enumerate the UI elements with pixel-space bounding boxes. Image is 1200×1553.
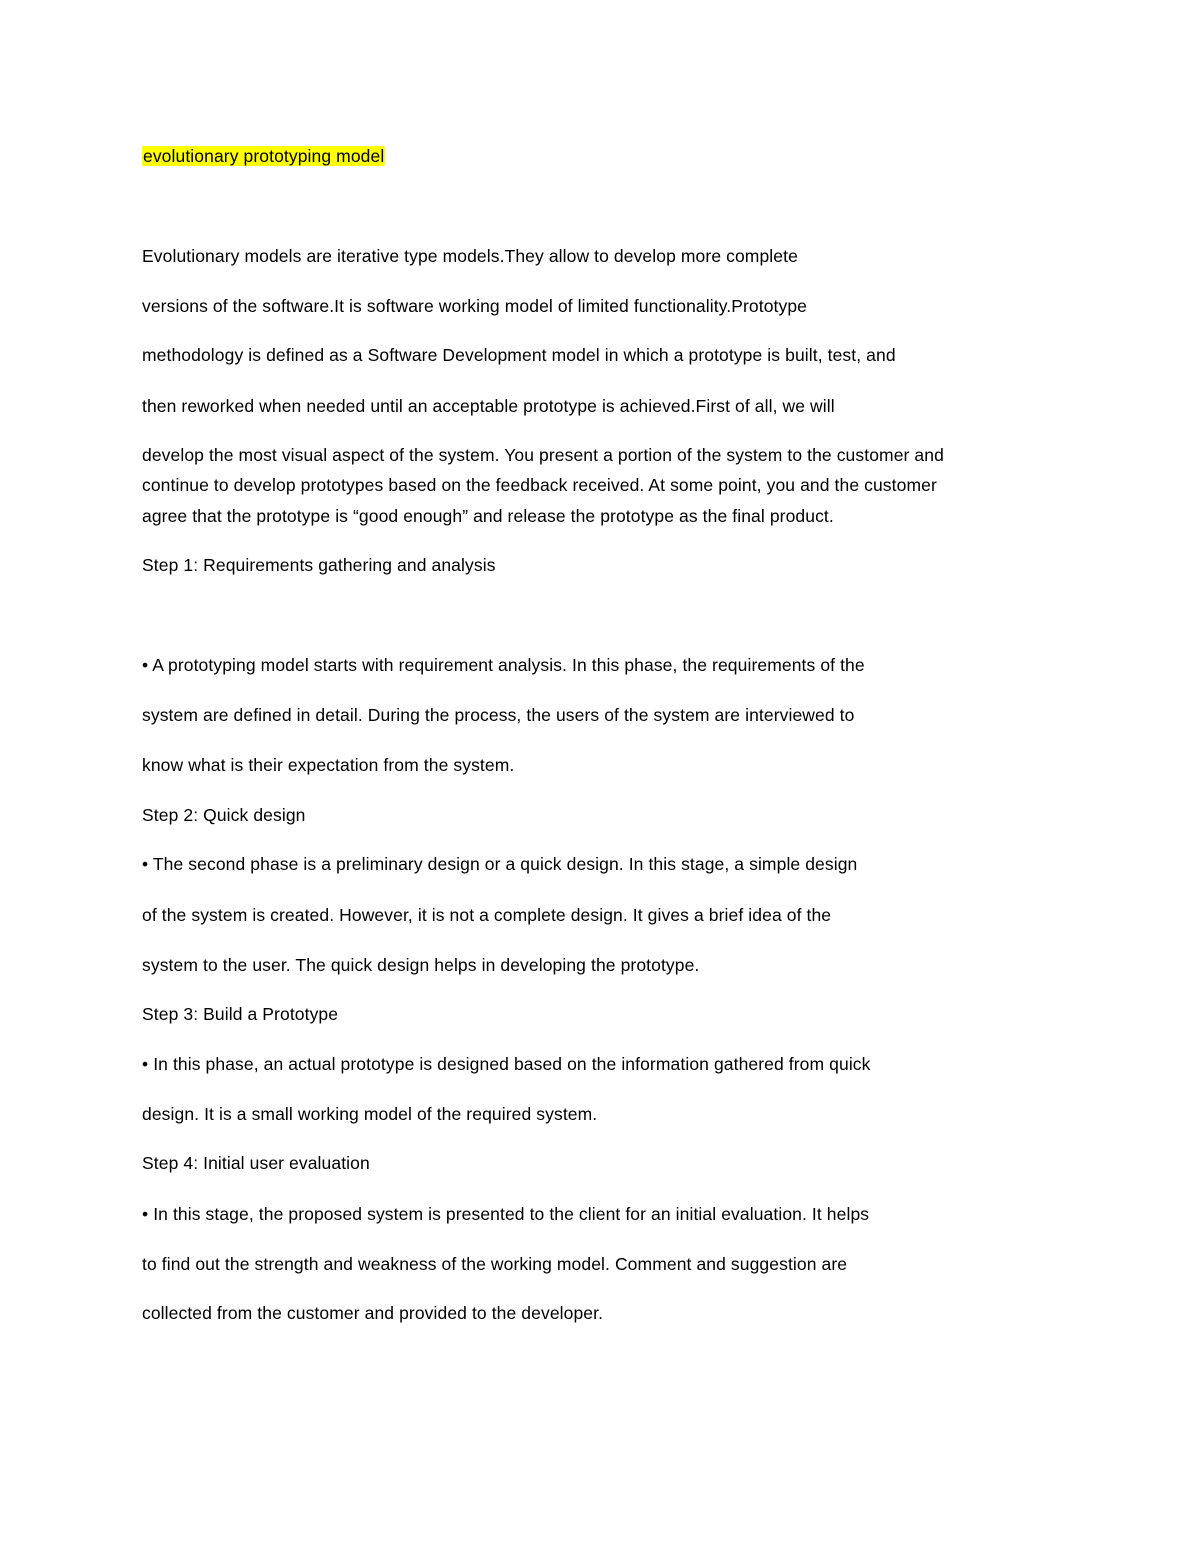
intro-line: agree that the prototype is “good enough” and release the prototype as the final product.: [142, 506, 834, 526]
step-4-line: collected from the customer and provided to the developer.: [142, 1303, 604, 1323]
step-1-line: know what is their expectation from the system.: [142, 755, 515, 775]
step-2-heading: Step 2: Quick design: [142, 805, 306, 825]
step-3-line: design. It is a small working model of the required system.: [142, 1104, 598, 1124]
intro-line: then reworked when needed until an acceptable prototype is achieved.First of all, we will: [142, 396, 835, 416]
step-1-line: system are defined in detail. During the process, the users of the system are interviewed to: [142, 705, 855, 725]
intro-line: Evolutionary models are iterative type models.They allow to develop more complete: [142, 246, 798, 266]
step-2-line: of the system is created. However, it is not a complete design. It gives a brief idea of the: [142, 905, 832, 925]
step-4-line: • In this stage, the proposed system is presented to the client for an initial evaluation. It helps: [142, 1204, 870, 1224]
step-1-line: • A prototyping model starts with requirement analysis. In this phase, the requirements of the: [142, 655, 865, 675]
intro-line: continue to develop prototypes based on the feedback received. At some point, you and the customer: [142, 475, 937, 495]
intro-line: develop the most visual aspect of the system. You present a portion of the system to the customer and: [142, 445, 944, 465]
step-4-line: to find out the strength and weakness of the working model. Comment and suggestion are: [142, 1254, 848, 1274]
step-4-heading: Step 4: Initial user evaluation: [142, 1153, 370, 1173]
step-3-line: • In this phase, an actual prototype is designed based on the information gathered from quick: [142, 1054, 871, 1074]
step-2-line: • The second phase is a preliminary design or a quick design. In this stage, a simple design: [142, 854, 858, 874]
intro-line: versions of the software.It is software working model of limited functionality.Prototype: [142, 296, 808, 316]
step-2-line: system to the user. The quick design helps in developing the prototype.: [142, 955, 700, 975]
document-title: [142, 145, 385, 167]
step-1-heading: Step 1: Requirements gathering and analysis: [142, 555, 496, 575]
step-3-heading: Step 3: Build a Prototype: [142, 1004, 339, 1024]
title-highlight: evolutionary prototyping model: [143, 146, 385, 166]
intro-line: methodology is defined as a Software Development model in which a prototype is built, test, and: [142, 345, 896, 365]
